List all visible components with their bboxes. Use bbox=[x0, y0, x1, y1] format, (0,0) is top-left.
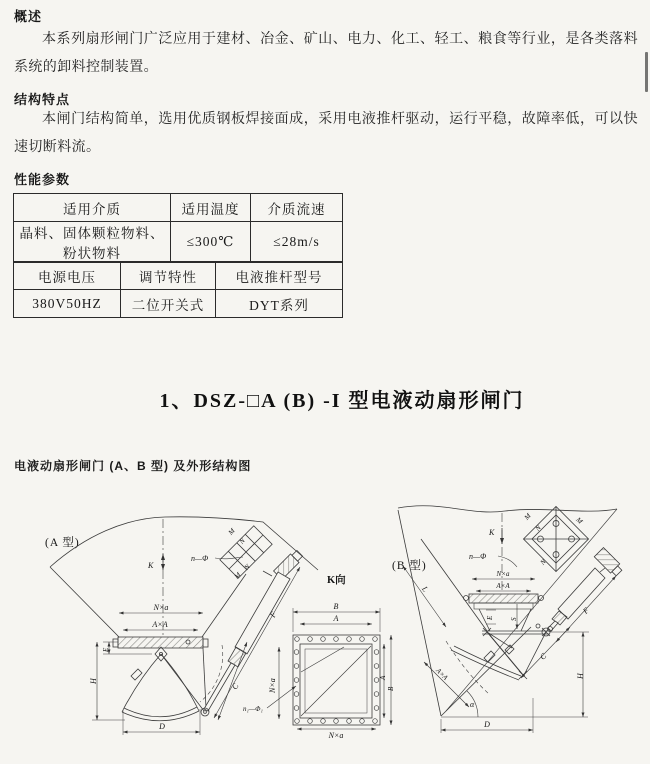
gate-flange-bar bbox=[464, 594, 544, 609]
dim-label-axa: A×A bbox=[434, 666, 450, 682]
dim-label-e: E bbox=[486, 615, 494, 620]
dim-label-nxa: N×a bbox=[328, 731, 344, 740]
dim-label-h: H bbox=[576, 673, 585, 679]
dim-label-n-phi: n—Φ bbox=[191, 554, 209, 563]
value-medium: 晶料、固体颗粒物料、粉状物料 bbox=[14, 222, 171, 263]
dim-label-a: A bbox=[333, 614, 339, 623]
spec-table-top bbox=[13, 193, 343, 263]
overview-paragraph: 本系列扇形闸门广泛应用于建材、冶金、矿山、电力、化工、轻工、粮食等行业，是各类落料系统的卸料控制装置。 bbox=[14, 32, 638, 75]
header-voltage: 电源电压 bbox=[14, 262, 121, 290]
dim-label-l: L bbox=[420, 584, 430, 594]
dim-label-h: H bbox=[89, 678, 98, 684]
type-a-label: (A 型) bbox=[45, 537, 80, 549]
dim-label-m: M bbox=[574, 515, 585, 526]
section-heading-parameters: 性能参数 bbox=[14, 172, 71, 187]
figure-caption: 电液动扇形闸门 (A、B 型) 及外形结构图 bbox=[14, 459, 252, 473]
technical-drawing bbox=[0, 480, 650, 764]
hydraulic-actuator bbox=[548, 568, 606, 632]
features-paragraph: 本闸门结构简单，选用优质钢板焊接面成，采用电液推杆驱动，运行平稳，故障率低，可以快速切断料流。 bbox=[14, 112, 638, 155]
hopper-outline bbox=[50, 517, 318, 570]
table-row bbox=[14, 262, 343, 290]
dim-label-c: C bbox=[230, 681, 241, 692]
value-flow-speed: ≤28m/s bbox=[251, 222, 343, 263]
dim-label-f: F bbox=[581, 605, 591, 616]
dim-label-s: S bbox=[510, 617, 518, 621]
dim-label-k: K bbox=[148, 561, 154, 570]
dim-label-nxa: N×a bbox=[268, 678, 277, 693]
type-a-drawing bbox=[45, 517, 318, 735]
dim-label-axa: A×A bbox=[152, 620, 168, 629]
spec-table-bottom bbox=[13, 261, 343, 318]
dim-label-m: M bbox=[232, 570, 243, 581]
table-row bbox=[14, 222, 343, 263]
dim-label-b: B bbox=[333, 602, 339, 611]
header-medium: 适用介质 bbox=[14, 194, 171, 222]
value-actuator-model: DYT系列 bbox=[216, 290, 343, 318]
hydraulic-actuator bbox=[201, 572, 290, 716]
dim-label-c: C bbox=[538, 651, 549, 662]
gate-linkage bbox=[446, 624, 550, 694]
header-temperature: 适用温度 bbox=[171, 194, 251, 222]
dim-label-e: E bbox=[102, 647, 110, 652]
dim-label-n: N bbox=[533, 523, 543, 533]
dim-label-k: K bbox=[489, 528, 495, 537]
dim-label-m: M bbox=[226, 526, 237, 537]
header-regulation: 调节特性 bbox=[121, 262, 216, 290]
dim-label-n-phi: n—Φ bbox=[469, 552, 487, 561]
dim-label-axa: A×A bbox=[496, 582, 510, 590]
value-voltage: 380V50HZ bbox=[14, 290, 121, 318]
dim-label-n: N bbox=[538, 557, 548, 567]
header-actuator-model: 电液推杆型号 bbox=[216, 262, 343, 290]
dim-label-n: N bbox=[242, 562, 252, 572]
value-regulation: 二位开关式 bbox=[121, 290, 216, 318]
dim-label-f: F bbox=[268, 610, 279, 620]
k-view-label: K向 bbox=[327, 575, 346, 586]
dim-label-nxa: N×a bbox=[153, 603, 169, 612]
dim-label-n1-phi1: n₁—Φ₁ bbox=[243, 705, 263, 713]
gate-flange-bar bbox=[113, 637, 208, 648]
type-b-drawing bbox=[392, 506, 624, 733]
dim-label-m: M bbox=[522, 511, 533, 522]
dim-label-d: D bbox=[159, 722, 165, 731]
dim-label-a: A bbox=[379, 675, 387, 680]
product-title: 1、DSZ-□A (B) -I 型电液动扇形闸门 bbox=[159, 390, 525, 412]
scan-artifact bbox=[645, 52, 648, 92]
section-heading-features: 结构特点 bbox=[14, 92, 71, 107]
header-flow-speed: 介质流速 bbox=[251, 194, 343, 222]
type-b-label: (B 型) bbox=[392, 560, 427, 572]
dim-label-nxa: N×a bbox=[496, 570, 510, 578]
dim-label-n: N bbox=[237, 536, 247, 546]
section-heading-overview: 概述 bbox=[14, 9, 43, 24]
dim-label-b: B bbox=[387, 686, 395, 691]
spec-table bbox=[13, 193, 343, 318]
table-row bbox=[14, 290, 343, 318]
table-row bbox=[14, 194, 343, 222]
dim-label-alpha: α bbox=[470, 700, 475, 709]
value-temperature: ≤300℃ bbox=[171, 222, 251, 263]
hopper-outline bbox=[398, 506, 617, 512]
dim-label-d: D bbox=[484, 720, 490, 729]
